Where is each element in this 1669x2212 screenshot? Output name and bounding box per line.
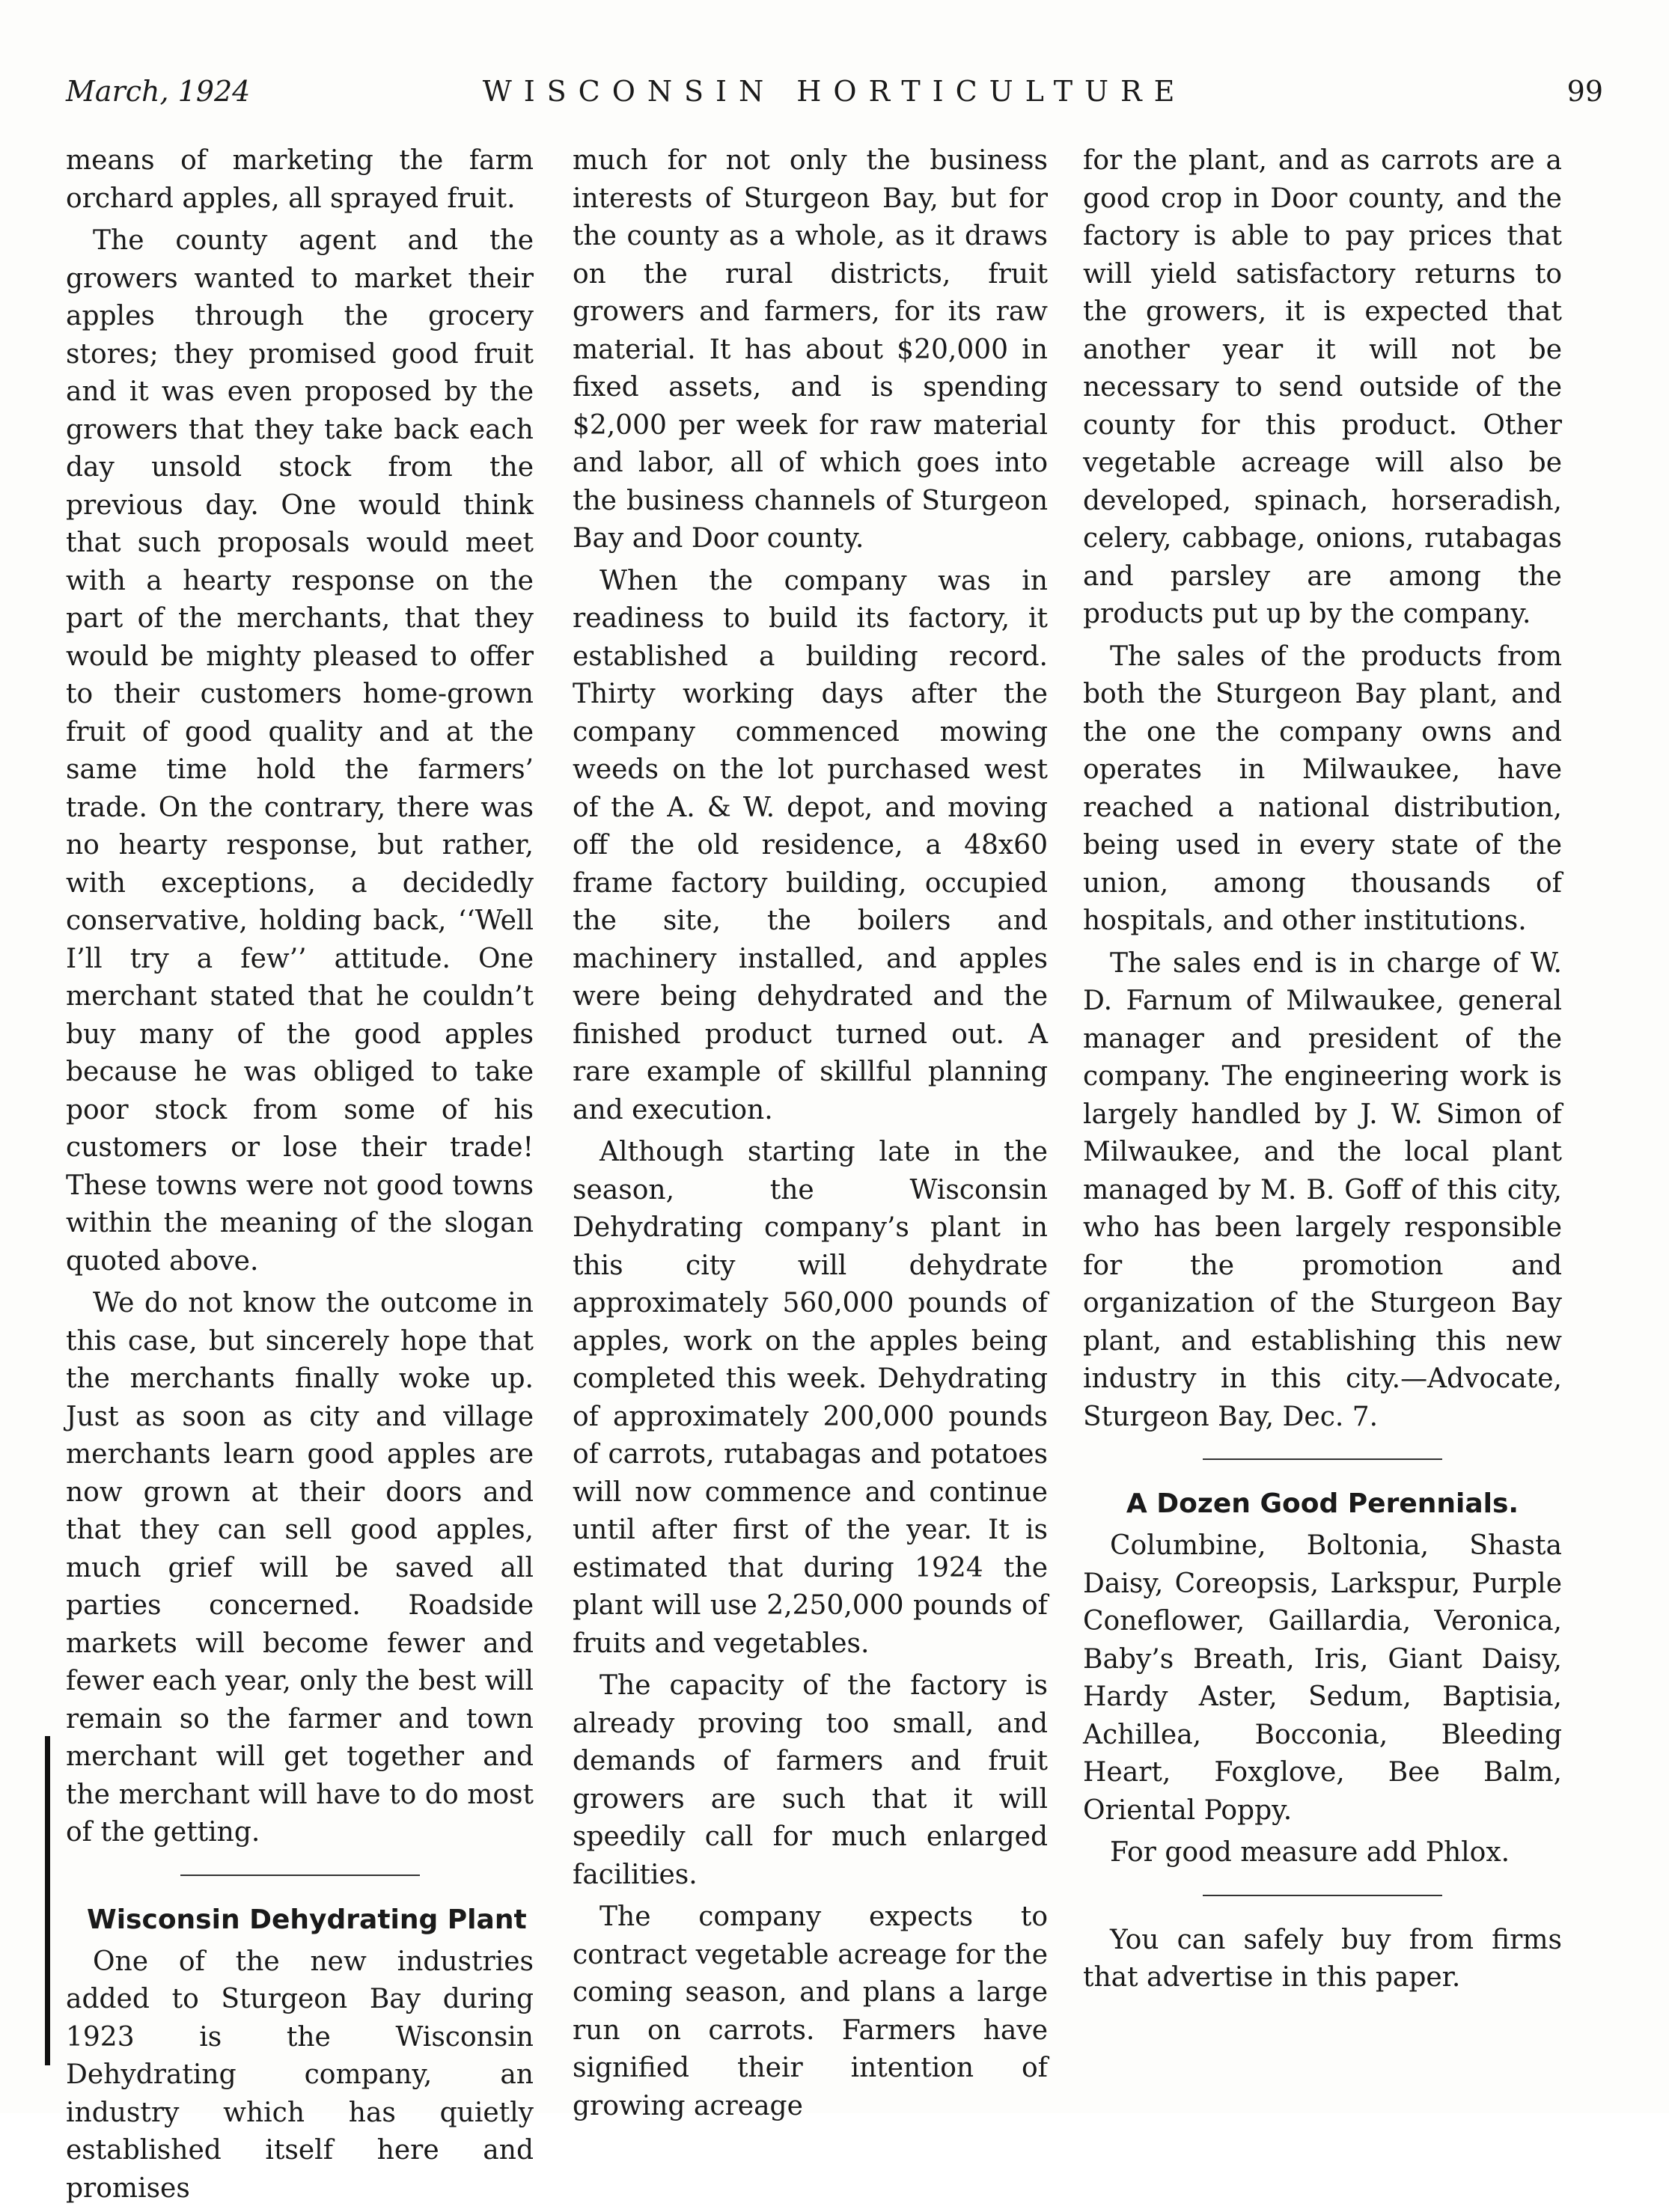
paragraph: The sales of the products from both the Sturgeon Bay plant, and the one the company owns and operates in Milwaukee, have reached a national distribution, being used in every state of the union, among thousands of hospitals, and other institutions. bbox=[1083, 641, 1562, 936]
paragraph: You can safely buy from firms that advertise in this paper. bbox=[1083, 1924, 1562, 1993]
paragraph: We do not know the outcome in this case, but sincerely hope that the merchants finally woke up. Just as soon as city and village merchants learn good apples are now grown at their doors and that they can sell good apples, much grief will be saved all parties concerned. Roadside markets will become fewer and fewer each year, only the best will remain so the farmer and town merchant will get together and the merchant will have to do most of the getting. bbox=[66, 1288, 534, 1848]
paragraph: The sales end is in charge of W. D. Farnum of Milwaukee, general manager and president of the company. The engineering work is largely handled by J. W. Simon of Milwaukee, and the local plant managed by M. B. Goff of this city, who has been largely responsible for the promotion and organization of the Sturgeon Bay plant, and establishing this new industry in this city.—Advocate, Sturgeon Bay, Dec. 7. bbox=[1083, 947, 1562, 1432]
paragraph: When the company was in readiness to build its factory, it established a building record. Thirty working days after the company commenced mowing weeds on the lot purchased west of the A. & W. depot, and moving off the old residence, a 48x60 frame factory building, occupied the site, the boilers and machinery installed, and apples were being dehydrated and the finished product turned out. A rare example of skillful planning and execution. bbox=[573, 565, 1048, 1125]
paragraph: Although starting late in the season, the Wisconsin Dehydrating company’s plant in this city will dehydrate approximately 560,000 pounds of apples, work on the apples being completed this week. Dehydrating of approximately 200,000 pounds of carrots, rutabagas and potatoes will now commence and continue until after first of the year. It is estimated that during 1924 the plant will use 2,250,000 pounds of fruits and vegetables. bbox=[573, 1137, 1048, 1659]
paragraph: much for not only the business interests of Sturgeon Bay, but for the county as a whole, as it draws on the rural districts, fruit growers and farmers, for its raw material. It has about $20,000 in fixed assets, and is spending $2,000 per week for raw material and labor, all of which goes into the business channels of Sturgeon Bay and Door county. bbox=[573, 145, 1048, 554]
paragraph: The capacity of the factory is already proving too small, and demands of farmers and fruit growers are such that it will speedily call for much enlarged facilities. bbox=[573, 1670, 1048, 1890]
publication-title: WISCONSIN HORTICULTURE bbox=[482, 75, 1187, 108]
section-divider bbox=[1203, 1458, 1442, 1460]
issue-date: March, 1924 bbox=[66, 75, 251, 108]
paragraph: means of marketing the farm orchard apples, all sprayed fruit. bbox=[66, 145, 534, 214]
paragraph: For good measure add Phlox. bbox=[1110, 1837, 1510, 1868]
scan-edge-mark bbox=[45, 1736, 50, 2065]
article-heading: A Dozen Good Perennials. bbox=[1126, 1488, 1519, 1519]
section-divider bbox=[180, 1875, 420, 1876]
paragraph: for the plant, and as carrots are a good crop in Door county, and the factory is able to pay prices that will yield satisfactory returns to the growers, it is expected that another year it will not be necessary to send outside of the county for this product. Other vegetable acreage will also be developed, spinach, horseradish, celery, cabbage, onions, rutabagas and parsley are among the products put up by the company. bbox=[1083, 145, 1562, 629]
running-header bbox=[66, 75, 1603, 120]
paragraph: The company expects to contract vegetable acreage for the coming season, and plans a large run on carrots. Farmers have signified their intention of growing acreage bbox=[573, 1901, 1048, 2121]
column-2 bbox=[573, 142, 1048, 2130]
paragraph: The county agent and the growers wanted to market their apples through the grocery stores; they promised good fruit and it was even proposed by the growers that they take back each day unsold stock from the previous day. One would think that such proposals would meet with a hearty response on the part of the merchants, that they would be mighty pleased to offer to their customers home-grown fruit of good quality and at the same time hold the farmers’ trade. On the contrary, there was no hearty response, but rather, with exceptions, a decidedly conservative, holding back, ‘‘Well I’ll try a few’’ attitude. One merchant stated that he couldn’t buy many of the good apples because he was obliged to take poor stock from some of his customers or lose their trade! These towns were not good towns within the meaning of the slogan quoted above. bbox=[66, 225, 534, 1277]
column-3 bbox=[1083, 142, 1562, 2002]
article-heading: Wisconsin Dehydrating Plant bbox=[87, 1904, 527, 1935]
page-number: 99 bbox=[1566, 75, 1603, 108]
paragraph: One of the new industries added to Sturgeon Bay during 1923 is the Wisconsin Dehydrating company, an industry which has quietly established itself here and promises bbox=[66, 1946, 534, 2204]
section-divider bbox=[1203, 1895, 1442, 1896]
column-1 bbox=[66, 142, 534, 2212]
paragraph: Columbine, Boltonia, Shasta Daisy, Coreopsis, Larkspur, Purple Coneflower, Gaillardia, Veronica, Baby’s Breath, Iris, Giant Daisy, Hardy Aster, Sedum, Baptisia, Achillea, Bocconia, Bleeding Heart, Foxglove, Bee Balm, Oriental Poppy. bbox=[1083, 1530, 1562, 1826]
